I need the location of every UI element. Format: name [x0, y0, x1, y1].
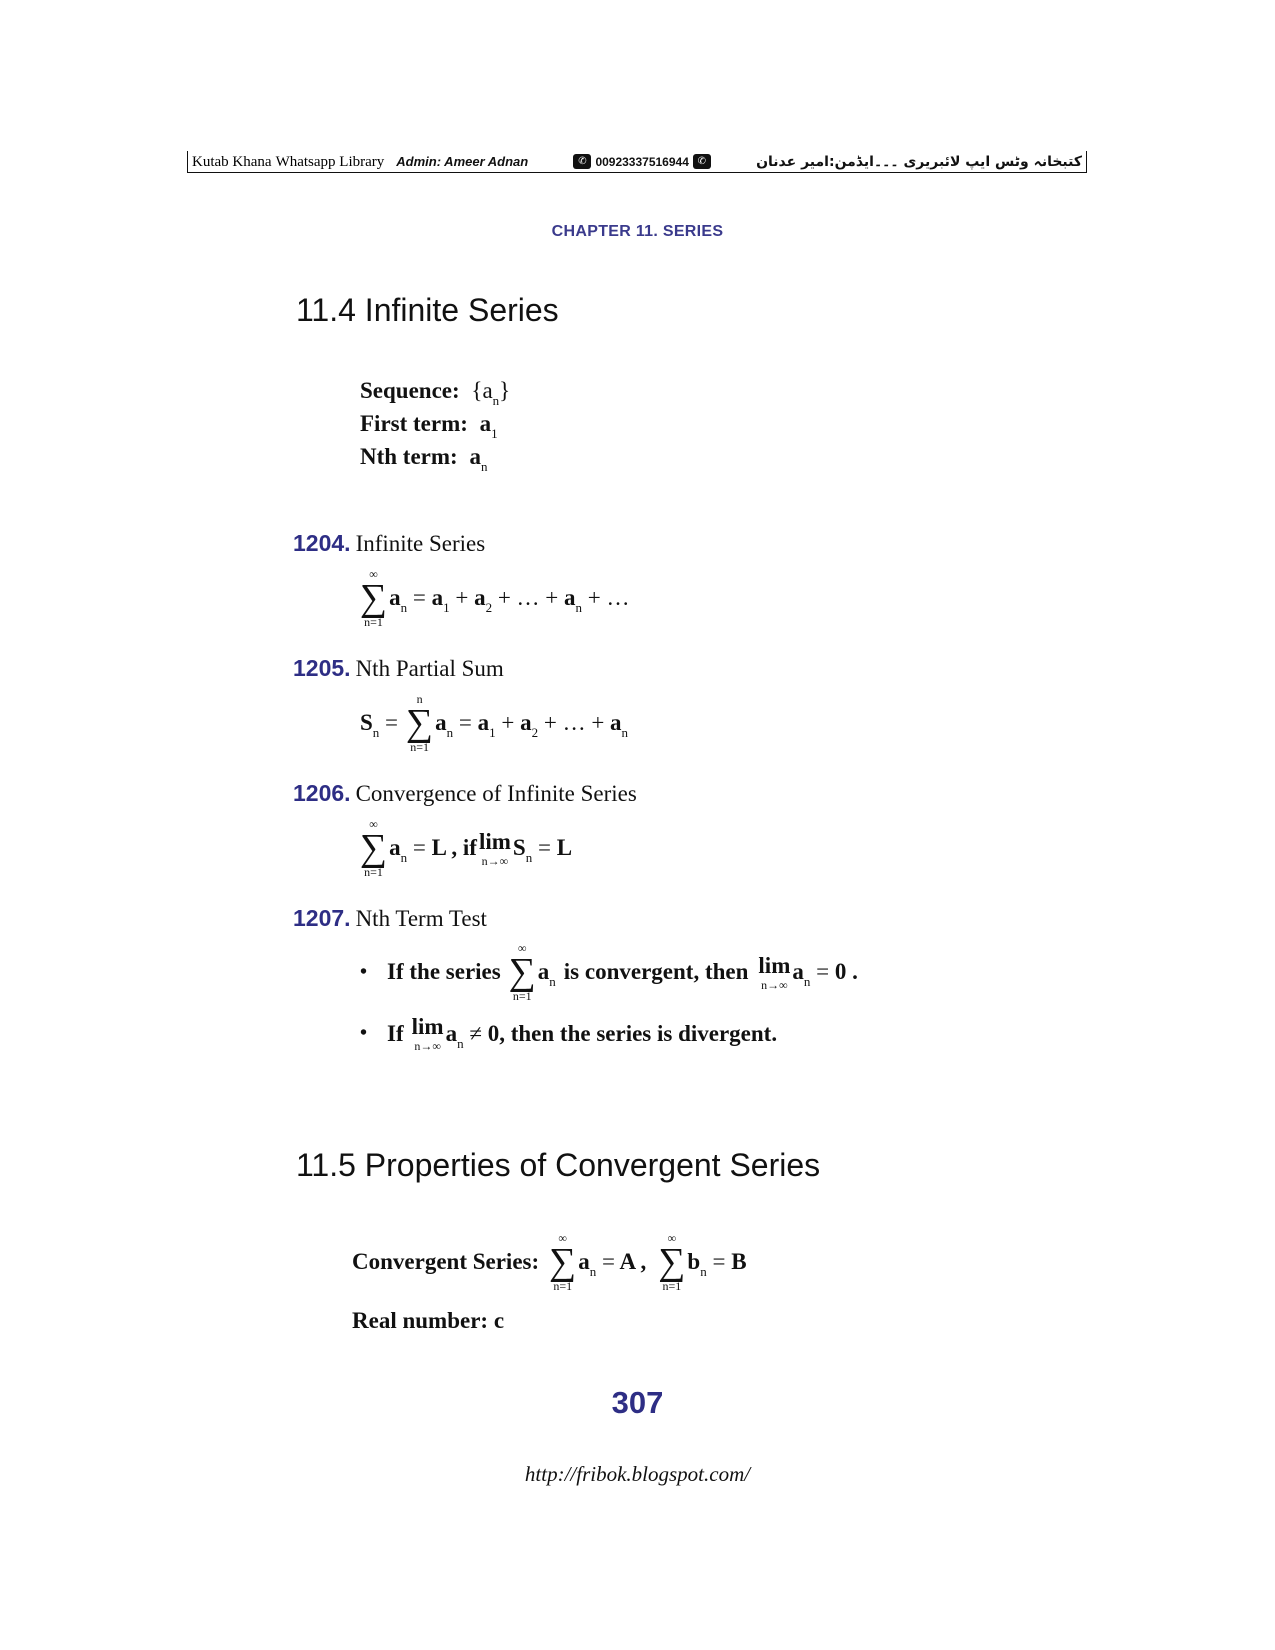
summation-symbol: ∞ ∑ n=1 — [360, 817, 388, 880]
section-title-11-4: 11.4 Infinite Series — [296, 292, 559, 328]
limit-operator: lim n→∞ — [478, 828, 511, 868]
whatsapp-icon: ✆ — [573, 154, 591, 169]
summation-symbol: ∞ ∑ n=1 — [360, 567, 388, 630]
phone-group — [573, 154, 710, 169]
header-banner — [187, 151, 1087, 173]
admin-label: Admin: Ameer Adnan — [396, 153, 529, 169]
phone-number: 00923337516944 — [595, 154, 689, 169]
whatsapp-library-label: Whatsapp Library — [275, 153, 385, 170]
summation-symbol: ∞ ∑ n=1 — [658, 1231, 686, 1294]
urdu-header-text: کتبخانہ وٹس ایپ لائبریری ۔۔۔ایڈمن:امیر عدنان — [756, 153, 1082, 170]
formula-1204-expression: ∞ ∑ n=1 $a_n = a_1 + a_2$ + … + $a_n$ + … — [360, 567, 630, 630]
nth-term-test-bullet-1: • If the series ∞ ∑ n=1 $a_n$ is convergent, then lim n→∞ $a_n = 0$ . — [360, 941, 858, 1004]
chapter-header: CHAPTER 11. SERIES — [551, 223, 724, 240]
library-label: Kutab Khana Whatsapp Library Admin: Ameer Adnan — [192, 153, 529, 170]
summation-symbol: ∞ ∑ n=1 — [508, 941, 536, 1004]
sequence-definition: Sequence: $\{a_n\}$ — [360, 378, 511, 408]
summation-symbol: n ∑ n=1 — [406, 692, 434, 755]
formula-1206-expression: ∞ ∑ n=1 $a_n = L$ , if lim n→∞ $S_n = L$ — [360, 817, 573, 880]
nth-term-definition: Nth term: $a_n$ — [360, 444, 488, 474]
first-term-definition: First term: $a_1$ — [360, 411, 498, 441]
footer-url[interactable]: http://fribok.blogspot.com/ — [524, 1462, 751, 1486]
whatsapp-icon: ✆ — [693, 154, 711, 169]
convergent-series-definition: Convergent Series: ∞ ∑ n=1 $a_n = A$ , ∞ ∑ n=1 $b_n = B$ — [352, 1231, 747, 1294]
page-number: 307 — [611, 1385, 664, 1420]
limit-operator: lim n→∞ — [411, 1014, 444, 1053]
formula-1205-heading: 1205. Nth Partial Sum — [293, 655, 504, 681]
formula-1207-heading: 1207. Nth Term Test — [293, 905, 487, 931]
formula-1204-heading: 1204. Infinite Series — [293, 530, 486, 556]
limit-operator: lim n→∞ — [758, 952, 791, 992]
summation-symbol: ∞ ∑ n=1 — [549, 1231, 577, 1294]
formula-1205-expression: $S_n$ = n ∑ n=1 $a_n = a_1 + a_2$ + … + $a_n$ — [360, 692, 629, 755]
formula-1206-heading: 1206. Convergence of Infinite Series — [293, 780, 637, 806]
nth-term-test-bullet-2: • If lim n→∞ $a_n \ne 0$ , then the series is divergent. — [360, 1014, 778, 1053]
section-title-11-5: 11.5 Properties of Convergent Series — [296, 1147, 821, 1183]
real-number-definition: Real number: c — [352, 1308, 505, 1333]
